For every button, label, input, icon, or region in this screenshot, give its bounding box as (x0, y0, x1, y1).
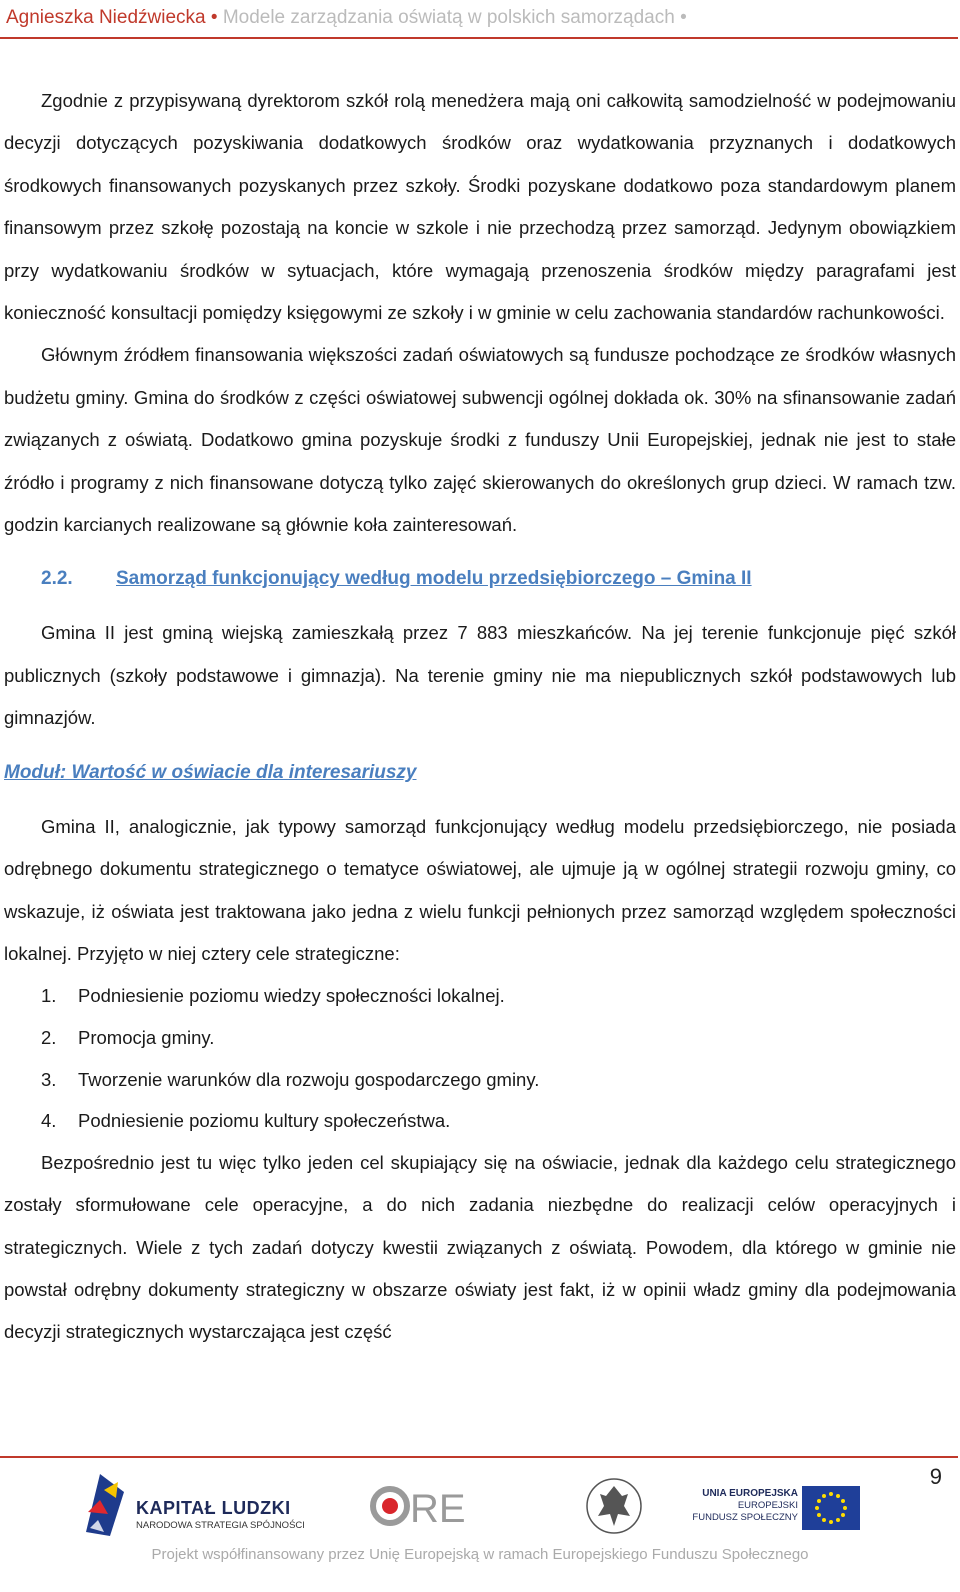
page-number: 9 (929, 1464, 942, 1489)
strategic-goals-list (4, 975, 956, 1141)
header-bullet: • (210, 7, 218, 28)
ore-logo (368, 1484, 478, 1528)
section-heading (41, 558, 956, 600)
kapital-ludzki-title: KAPITAŁ LUDZKI (136, 1498, 291, 1518)
kapital-ludzki-logo (80, 1470, 310, 1546)
module-heading: Moduł: Wartość w oświacie dla interesariuszy (4, 761, 417, 783)
list-item: 3. Tworzenie warunków dla rozwoju gospodarczego gminy. (41, 1068, 540, 1090)
svg-text:RE: RE (410, 1487, 466, 1528)
footer-cofinancing-note: Projekt współfinansowany przez Unię Europejską w ramach Europejskiego Funduszu Społecznego (151, 1546, 809, 1563)
list-item: 1. Podniesienie poziomu wiedzy społeczności lokalnej. (41, 985, 505, 1007)
header-title: Modele zarządzania oświatą w polskich samorządach (222, 7, 675, 28)
eu-text: UNIA EUROPEJSKA EUROPEJSKI FUNDUSZ SPOŁECZNY (692, 1488, 798, 1523)
page-content (4, 80, 956, 1354)
footer-logos (0, 1470, 960, 1550)
paragraph-2: Głównym źródłem finansowania większości zadań oświatowych są fundusze pochodzące ze środków własnych budżetu gminy. Gmina do środków z części oświatowej subwencji ogólnej dokłada ok. 30% na sfinansowanie zadań związanych z oświatą. Dodatkowo gmina pozyskuje środki z funduszy Unii Europejskiej, jednak nie jest to stałe źródło i programy z nich finansowane dotyczą tylko zajęć skierowanych do określonych grup dzieci. W ramach tzw. godzin karcianych realizowane są głównie koła zainteresowań. (4, 344, 956, 536)
kapital-ludzki-emblem-icon (80, 1470, 128, 1540)
kapital-ludzki-subtitle: NARODOWA STRATEGIA SPÓJNOŚCI (136, 1520, 305, 1531)
footer-rule (0, 1456, 958, 1458)
header-rule (0, 37, 958, 39)
eu-flag-icon (802, 1486, 860, 1530)
eu-efs-logo (690, 1486, 865, 1534)
list-item: 4. Podniesienie poziomu kultury społeczeństwa. (41, 1110, 451, 1132)
paragraph-4: Gmina II, analogicznie, jak typowy samorząd funkcjonujący według modelu przedsiębiorczego, nie posiada odrębnego dokumentu strategicznego o tematyce oświatowej, ale ujmuje ją w ogólnej strategii rozwoju gminy, co wskazuje, iż oświata jest traktowana jako jedna z wielu funkcji pełnionych przez samorząd względem społeczności lokalnej. Przyjęto w niej cztery cele strategiczne: (4, 815, 956, 964)
running-header (6, 5, 950, 35)
paragraph-5: Bezpośrednio jest tu więc tylko jeden cel skupiający się na oświacie, jednak dla każdego celu strategicznego zostały sformułowane cele operacyjne, a do nich zadania niezbędne do realizacji celów operacyjnych i strategicznych. Wiele z tych zadań dotyczy kwestii związanych z oświatą. Powodem, dla którego w gminie nie powstał odrębny dokumenty strategiczny w obszarze oświaty jest fakt, iż w opinii władz gminy dla podejmowania decyzji strategicznych wystarczająca jest część (4, 1151, 956, 1343)
header-author: Agnieszka Niedźwiecka (6, 7, 206, 28)
section-title: Samorząd funkcjonujący według modelu przedsiębiorczego – Gmina II (116, 568, 752, 590)
paragraph-1: Zgodnie z przypisywaną dyrektorom szkół rolą menedżera mają oni całkowitą samodzielność w podejmowaniu decyzji dotyczących pozyskiwania dodatkowych środków oraz wydatkowania przyznanych i dodatkowych środkowych finansowanych pozyskanych przez szkoły. Środki pozyskane dodatkowo poza standardowym planem finansowym przez szkołę pozostają na koncie w szkole i nie przechodzą przez samorząd. Jedynym obowiązkiem przy wydatkowaniu środków w sytuacjach, które wymagają przenoszenia środków między paragrafami jest konieczność konsultacji pomiędzy księgowymi ze szkoły i w gminie w celu zachowania standardów rachunkowości. (4, 90, 956, 324)
university-seal-logo (584, 1472, 644, 1542)
header-bullet-end: • (680, 7, 687, 28)
section-number: 2.2. (41, 568, 73, 590)
list-item: 2. Promocja gminy. (41, 1026, 215, 1048)
paragraph-3: Gmina II jest gminą wiejską zamieszkałą przez 7 883 mieszkańców. Na jej terenie funkcjonuje pięć szkół publicznych (szkoły podstawowe i gimnazja). Na terenie gminy nie ma niepublicznych szkół podstawowych lub gimnazjów. (4, 622, 956, 729)
